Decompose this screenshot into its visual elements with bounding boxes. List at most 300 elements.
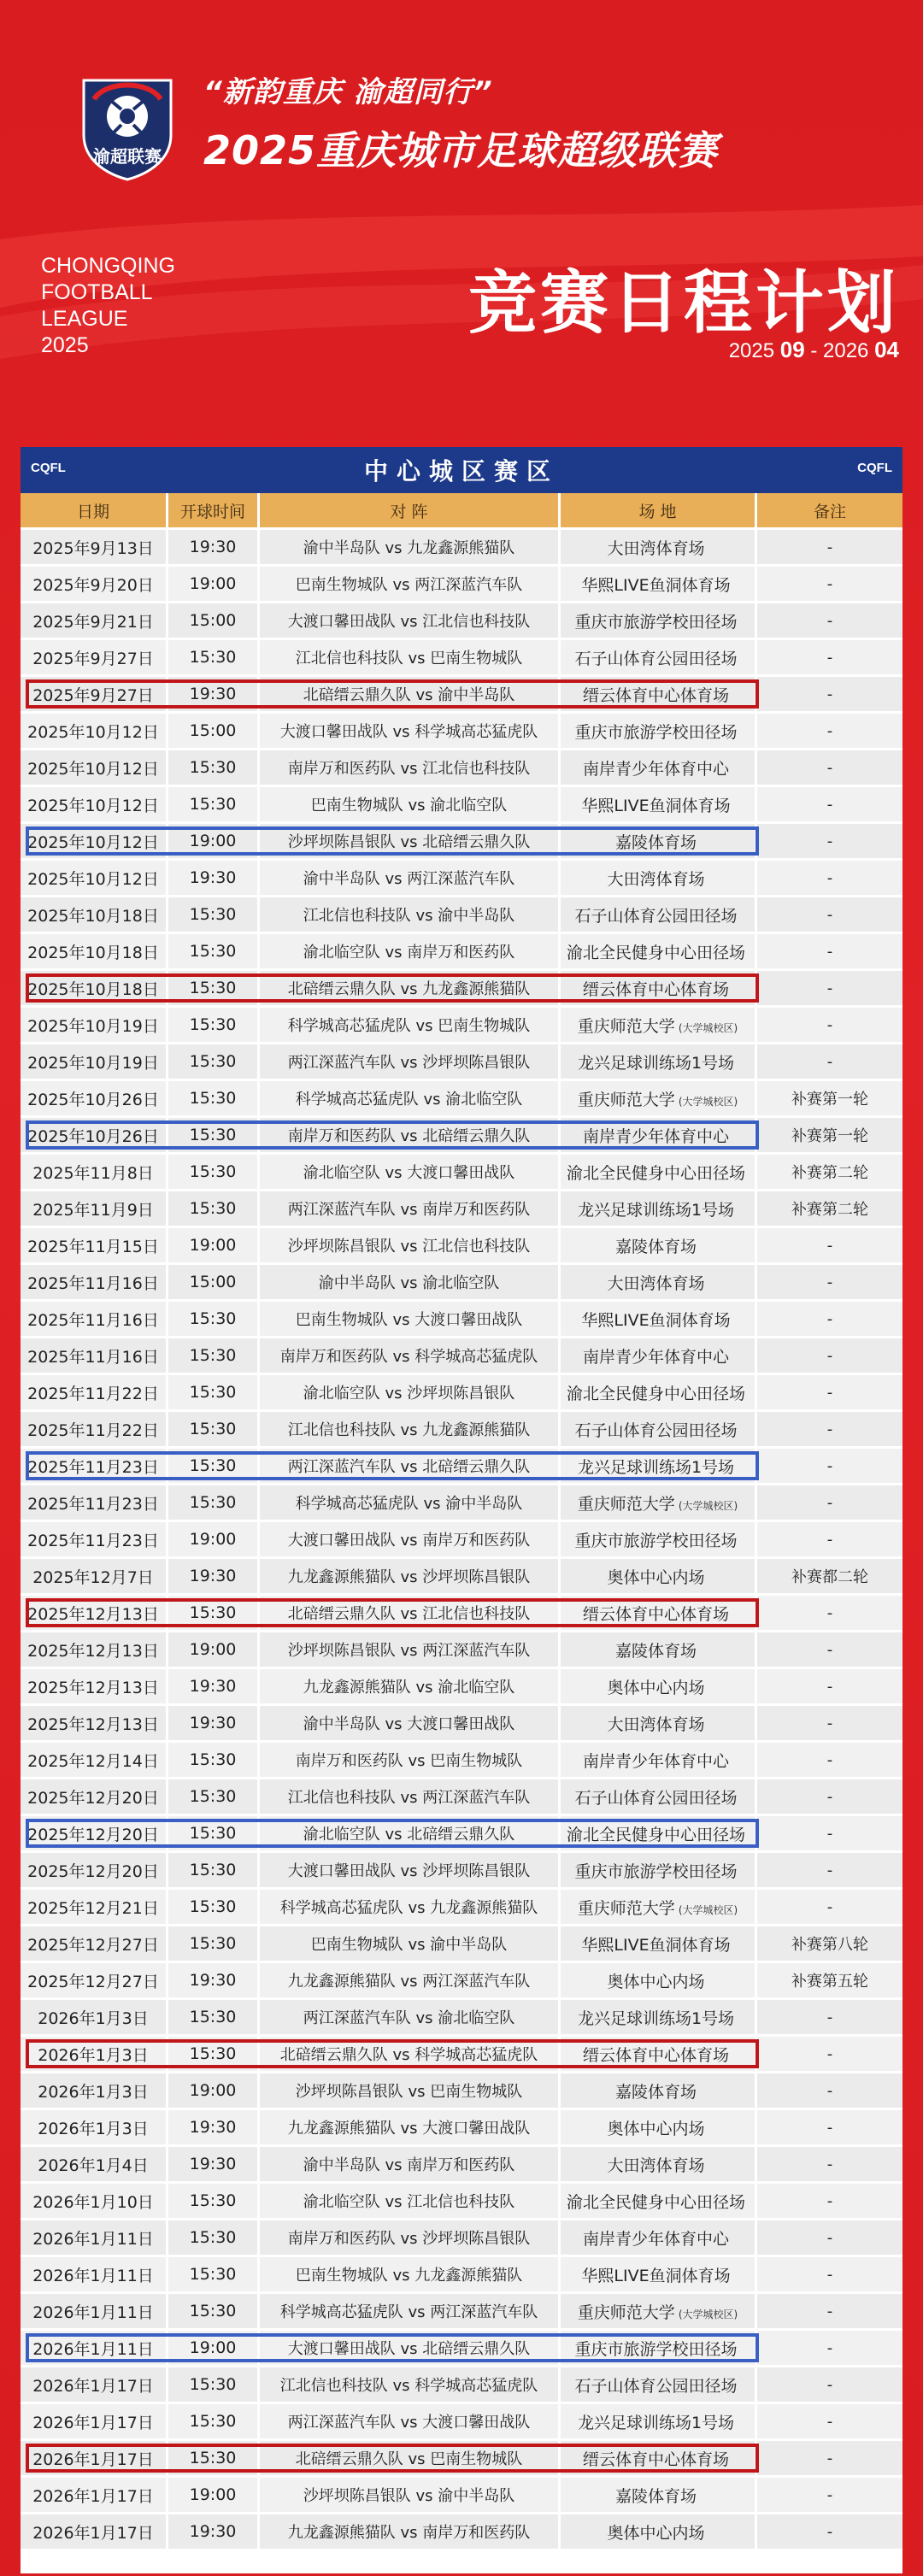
time-cell: 15:30 bbox=[168, 1338, 260, 1375]
venue-cell bbox=[561, 1779, 757, 1816]
match-cell: 渝北临空队 vs 南岸万和医药队 bbox=[260, 934, 561, 971]
time-cell: 15:30 bbox=[168, 1008, 260, 1044]
table-row bbox=[21, 2220, 902, 2257]
match-cell: 北碚缙云鼎久队 vs 江北信也科技队 bbox=[260, 1596, 561, 1632]
venue-name: 龙兴足球训练场1号场 bbox=[577, 2413, 735, 2432]
venue-cell bbox=[561, 1669, 757, 1706]
venue-cell bbox=[561, 1044, 757, 1081]
note-cell: - bbox=[757, 1816, 902, 1853]
venue-name: 石子山体育公园田径场 bbox=[574, 2376, 738, 2396]
venue-cell bbox=[561, 1926, 757, 1963]
date-cell: 2025年11月16日 bbox=[21, 1302, 168, 1338]
venue-name: 渝北全民健身中心田径场 bbox=[566, 1163, 745, 1183]
time-cell: 19:30 bbox=[168, 2147, 260, 2184]
match-cell: 科学城高芯猛虎队 vs 渝中半岛队 bbox=[260, 1485, 561, 1522]
note-cell: 补赛第五轮 bbox=[757, 1963, 902, 2000]
table-row bbox=[21, 1779, 902, 1816]
match-cell: 巴南生物城队 vs 渝中半岛队 bbox=[260, 1926, 561, 1963]
venue-name: 嘉陵体育场 bbox=[614, 832, 697, 852]
venue-name: 渝北全民健身中心田径场 bbox=[566, 1384, 745, 1403]
venue-cell bbox=[561, 1816, 757, 1853]
table-row bbox=[21, 897, 902, 934]
venue-cell bbox=[561, 971, 757, 1008]
match-cell: 九龙鑫源熊猫队 vs 两江深蓝汽车队 bbox=[260, 1963, 561, 2000]
table-row bbox=[21, 2404, 902, 2441]
time-cell: 15:30 bbox=[168, 2184, 260, 2220]
time-cell: 15:30 bbox=[168, 2220, 260, 2257]
time-cell: 15:30 bbox=[168, 2294, 260, 2331]
time-cell: 15:00 bbox=[168, 714, 260, 750]
date-cell: 2025年9月27日 bbox=[21, 640, 168, 677]
venue-name: 龙兴足球训练场1号场 bbox=[577, 2008, 735, 2028]
match-cell: 巴南生物城队 vs 两江深蓝汽车队 bbox=[260, 567, 561, 603]
venue-cell bbox=[561, 1522, 757, 1559]
match-cell: 巴南生物城队 vs 九龙鑫源熊猫队 bbox=[260, 2257, 561, 2294]
note-cell: - bbox=[757, 1522, 902, 1559]
venue-campus: (大学城校区) bbox=[678, 1499, 738, 1512]
date-cell: 2025年10月19日 bbox=[21, 1044, 168, 1081]
venue-name: 渝北全民健身中心田径场 bbox=[566, 2192, 745, 2212]
table-row bbox=[21, 640, 902, 677]
note-cell: 补赛都二轮 bbox=[757, 1559, 902, 1596]
match-cell: 渝北临空队 vs 北碚缙云鼎久队 bbox=[260, 1816, 561, 1853]
note-cell: - bbox=[757, 1890, 902, 1926]
match-cell: 两江深蓝汽车队 vs 大渡口馨田战队 bbox=[260, 2404, 561, 2441]
venue-name: 华熙LIVE鱼洞体育场 bbox=[581, 796, 731, 815]
time-cell: 15:30 bbox=[168, 1853, 260, 1890]
time-cell: 19:00 bbox=[168, 1632, 260, 1669]
venue-cell bbox=[561, 2514, 757, 2551]
venue-cell bbox=[561, 1191, 757, 1228]
match-cell: 沙坪坝陈昌银队 vs 北碚缙云鼎久队 bbox=[260, 824, 561, 861]
venue-cell bbox=[561, 2404, 757, 2441]
table-row bbox=[21, 2331, 902, 2367]
match-cell: 渝北临空队 vs 沙坪坝陈昌银队 bbox=[260, 1375, 561, 1412]
match-cell: 北碚缙云鼎久队 vs 科学城高芯猛虎队 bbox=[260, 2037, 561, 2073]
table-row bbox=[21, 971, 902, 1008]
note-cell: - bbox=[757, 1338, 902, 1375]
corner-label-right: CQFL bbox=[857, 461, 892, 475]
note-cell: - bbox=[757, 2441, 902, 2478]
venue-campus: (大学城校区) bbox=[678, 2308, 738, 2320]
venue-cell bbox=[561, 1706, 757, 1743]
venue-cell bbox=[561, 1375, 757, 1412]
venue-cell bbox=[561, 714, 757, 750]
time-cell: 15:30 bbox=[168, 1743, 260, 1779]
venue-cell bbox=[561, 603, 757, 640]
match-cell: 南岸万和医药队 vs 沙坪坝陈昌银队 bbox=[260, 2220, 561, 2257]
venue-name: 南岸青少年体育中心 bbox=[582, 759, 729, 779]
venue-name: 奥体中心内场 bbox=[607, 1678, 705, 1697]
venue-cell bbox=[561, 1265, 757, 1302]
table-row bbox=[21, 2294, 902, 2331]
venue-name: 缙云体育中心体育场 bbox=[582, 979, 729, 999]
match-cell: 两江深蓝汽车队 vs 沙坪坝陈昌银队 bbox=[260, 1044, 561, 1081]
venue-name: 龙兴足球训练场1号场 bbox=[577, 1200, 735, 1220]
venue-cell bbox=[561, 1081, 757, 1118]
time-cell: 19:30 bbox=[168, 1559, 260, 1596]
venue-cell bbox=[561, 1412, 757, 1449]
venue-cell bbox=[561, 750, 757, 787]
time-cell: 15:30 bbox=[168, 2404, 260, 2441]
note-cell: - bbox=[757, 1706, 902, 1743]
note-cell: - bbox=[757, 1228, 902, 1265]
date-range bbox=[729, 337, 899, 363]
time-cell: 19:30 bbox=[168, 2514, 260, 2551]
time-cell: 15:30 bbox=[168, 1412, 260, 1449]
venue-cell bbox=[561, 2478, 757, 2514]
match-cell: 两江深蓝汽车队 vs 南岸万和医药队 bbox=[260, 1191, 561, 1228]
match-cell: 北碚缙云鼎久队 vs 九龙鑫源熊猫队 bbox=[260, 971, 561, 1008]
date-cell: 2025年10月12日 bbox=[21, 824, 168, 861]
schedule-table bbox=[21, 493, 902, 2551]
time-cell: 15:30 bbox=[168, 2257, 260, 2294]
league-line: 2025 bbox=[41, 333, 89, 357]
table-row bbox=[21, 1596, 902, 1632]
venue-name: 大田湾体育场 bbox=[607, 538, 705, 558]
table-row bbox=[21, 934, 902, 971]
match-cell: 沙坪坝陈昌银队 vs 两江深蓝汽车队 bbox=[260, 1632, 561, 1669]
time-cell: 15:30 bbox=[168, 2367, 260, 2404]
venue-name: 龙兴足球训练场1号场 bbox=[577, 1457, 735, 1477]
time-cell: 15:30 bbox=[168, 1816, 260, 1853]
venue-name: 奥体中心内场 bbox=[607, 1972, 705, 1991]
note-cell: - bbox=[757, 2478, 902, 2514]
note-cell: - bbox=[757, 787, 902, 824]
note-cell: - bbox=[757, 1375, 902, 1412]
venue-name: 龙兴足球训练场1号场 bbox=[577, 1053, 735, 1073]
venue-name: 南岸青少年体育中心 bbox=[582, 2229, 729, 2249]
match-cell: 沙坪坝陈昌银队 vs 江北信也科技队 bbox=[260, 1228, 561, 1265]
note-cell: - bbox=[757, 750, 902, 787]
table-row bbox=[21, 787, 902, 824]
time-cell: 19:00 bbox=[168, 2478, 260, 2514]
match-cell: 南岸万和医药队 vs 巴南生物城队 bbox=[260, 1743, 561, 1779]
match-cell: 大渡口馨田战队 vs 南岸万和医药队 bbox=[260, 1522, 561, 1559]
note-cell: - bbox=[757, 971, 902, 1008]
date-cell: 2025年11月23日 bbox=[21, 1485, 168, 1522]
match-cell: 沙坪坝陈昌银队 vs 巴南生物城队 bbox=[260, 2073, 561, 2110]
date-end-month: 04 bbox=[874, 337, 899, 362]
date-cell: 2025年11月8日 bbox=[21, 1155, 168, 1191]
table-row bbox=[21, 2478, 902, 2514]
table-row bbox=[21, 677, 902, 714]
table-row bbox=[21, 1669, 902, 1706]
date-cell: 2026年1月11日 bbox=[21, 2294, 168, 2331]
venue-name: 重庆市旅游学校田径场 bbox=[574, 2339, 738, 2359]
time-cell: 15:30 bbox=[168, 1302, 260, 1338]
league-line: FOOTBALL bbox=[41, 280, 153, 304]
venue-name: 南岸青少年体育中心 bbox=[582, 1347, 729, 1367]
venue-cell bbox=[561, 2110, 757, 2147]
date-cell: 2025年10月12日 bbox=[21, 787, 168, 824]
match-cell: 江北信也科技队 vs 巴南生物城队 bbox=[260, 640, 561, 677]
slogan: “新韵重庆 渝超同行” bbox=[203, 75, 493, 109]
time-cell: 15:30 bbox=[168, 1081, 260, 1118]
corner-label-left: CQFL bbox=[31, 461, 66, 475]
time-cell: 15:30 bbox=[168, 640, 260, 677]
match-cell: 大渡口馨田战队 vs 北碚缙云鼎久队 bbox=[260, 2331, 561, 2367]
note-cell: - bbox=[757, 1449, 902, 1485]
date-cell: 2025年10月12日 bbox=[21, 750, 168, 787]
table-row bbox=[21, 567, 902, 603]
table-row bbox=[21, 714, 902, 750]
time-cell: 19:00 bbox=[168, 1522, 260, 1559]
note-cell: - bbox=[757, 2000, 902, 2037]
venue-cell bbox=[561, 1853, 757, 1890]
table-row bbox=[21, 1853, 902, 1890]
note-cell: - bbox=[757, 640, 902, 677]
table-row bbox=[21, 1449, 902, 1485]
venue-cell bbox=[561, 1118, 757, 1155]
time-cell: 15:30 bbox=[168, 1485, 260, 1522]
note-cell: - bbox=[757, 2147, 902, 2184]
match-cell: 渝北临空队 vs 大渡口馨田战队 bbox=[260, 1155, 561, 1191]
table-row bbox=[21, 1706, 902, 1743]
match-cell: 科学城高芯猛虎队 vs 两江深蓝汽车队 bbox=[260, 2294, 561, 2331]
table-header-row bbox=[21, 493, 902, 530]
table-row bbox=[21, 1191, 902, 1228]
venue-cell bbox=[561, 1963, 757, 2000]
time-cell: 19:30 bbox=[168, 1669, 260, 1706]
date-cell: 2026年1月17日 bbox=[21, 2404, 168, 2441]
date-separator: - bbox=[804, 339, 824, 362]
note-cell: - bbox=[757, 1302, 902, 1338]
date-cell: 2026年1月3日 bbox=[21, 2110, 168, 2147]
note-cell: - bbox=[757, 1412, 902, 1449]
league-english-name bbox=[41, 253, 175, 359]
note-cell: - bbox=[757, 1669, 902, 1706]
match-cell: 科学城高芯猛虎队 vs 巴南生物城队 bbox=[260, 1008, 561, 1044]
col-header-match: 对 阵 bbox=[260, 493, 561, 530]
date-cell: 2025年9月21日 bbox=[21, 603, 168, 640]
venue-cell bbox=[561, 1338, 757, 1375]
note-cell: - bbox=[757, 1265, 902, 1302]
venue-cell bbox=[561, 861, 757, 897]
venue-cell bbox=[561, 1485, 757, 1522]
venue-name: 奥体中心内场 bbox=[607, 1567, 705, 1587]
date-cell: 2025年12月20日 bbox=[21, 1816, 168, 1853]
table-row bbox=[21, 1118, 902, 1155]
date-start-month: 09 bbox=[779, 337, 805, 362]
venue-name: 大田湾体育场 bbox=[607, 1273, 705, 1293]
table-row bbox=[21, 1155, 902, 1191]
table-row bbox=[21, 2147, 902, 2184]
table-row bbox=[21, 2110, 902, 2147]
venue-name: 石子山体育公园田径场 bbox=[574, 906, 738, 926]
date-cell: 2025年10月18日 bbox=[21, 897, 168, 934]
venue-name: 大田湾体育场 bbox=[607, 869, 705, 889]
venue-name: 重庆师范大学 bbox=[577, 1090, 675, 1109]
note-cell: - bbox=[757, 1008, 902, 1044]
match-cell: 渝中半岛队 vs 大渡口馨田战队 bbox=[260, 1706, 561, 1743]
time-cell: 19:30 bbox=[168, 677, 260, 714]
venue-name: 华熙LIVE鱼洞体育场 bbox=[581, 1935, 731, 1955]
date-start-year: 2025 bbox=[728, 339, 775, 362]
note-cell: - bbox=[757, 2514, 902, 2551]
date-cell: 2025年12月13日 bbox=[21, 1706, 168, 1743]
venue-cell bbox=[561, 677, 757, 714]
venue-cell bbox=[561, 2367, 757, 2404]
note-cell: - bbox=[757, 1596, 902, 1632]
match-cell: 九龙鑫源熊猫队 vs 南岸万和医药队 bbox=[260, 2514, 561, 2551]
venue-name: 嘉陵体育场 bbox=[614, 2486, 697, 2506]
time-cell: 15:30 bbox=[168, 897, 260, 934]
venue-name: 嘉陵体育场 bbox=[614, 1641, 697, 1661]
date-cell: 2025年12月27日 bbox=[21, 1926, 168, 1963]
time-cell: 19:30 bbox=[168, 1963, 260, 2000]
venue-name: 奥体中心内场 bbox=[607, 2523, 705, 2543]
date-cell: 2025年12月21日 bbox=[21, 1890, 168, 1926]
date-cell: 2026年1月11日 bbox=[21, 2331, 168, 2367]
table-row bbox=[21, 1412, 902, 1449]
venue-campus: (大学城校区) bbox=[678, 1903, 738, 1916]
date-cell: 2025年9月20日 bbox=[21, 567, 168, 603]
table-row bbox=[21, 1265, 902, 1302]
match-cell: 两江深蓝汽车队 vs 北碚缙云鼎久队 bbox=[260, 1449, 561, 1485]
date-cell: 2026年1月11日 bbox=[21, 2220, 168, 2257]
venue-cell bbox=[561, 2037, 757, 2073]
date-cell: 2025年10月26日 bbox=[21, 1081, 168, 1118]
venue-name: 南岸青少年体育中心 bbox=[582, 1751, 729, 1771]
venue-name: 大田湾体育场 bbox=[607, 2155, 705, 2175]
match-cell: 巴南生物城队 vs 渝北临空队 bbox=[260, 787, 561, 824]
venue-name: 华熙LIVE鱼洞体育场 bbox=[581, 2266, 731, 2285]
table-row bbox=[21, 1228, 902, 1265]
venue-cell bbox=[561, 2441, 757, 2478]
table-row bbox=[21, 1559, 902, 1596]
date-cell: 2025年12月13日 bbox=[21, 1669, 168, 1706]
match-cell: 九龙鑫源熊猫队 vs 大渡口馨田战队 bbox=[260, 2110, 561, 2147]
time-cell: 15:30 bbox=[168, 934, 260, 971]
date-cell: 2025年11月16日 bbox=[21, 1338, 168, 1375]
table-row bbox=[21, 750, 902, 787]
note-cell: 补赛第一轮 bbox=[757, 1081, 902, 1118]
venue-cell bbox=[561, 1155, 757, 1191]
table-row bbox=[21, 1081, 902, 1118]
league-line: LEAGUE bbox=[41, 307, 128, 331]
note-cell: - bbox=[757, 2110, 902, 2147]
table-row bbox=[21, 1375, 902, 1412]
venue-name: 华熙LIVE鱼洞体育场 bbox=[581, 1310, 731, 1330]
match-cell: 两江深蓝汽车队 vs 渝北临空队 bbox=[260, 2000, 561, 2037]
date-cell: 2025年11月22日 bbox=[21, 1412, 168, 1449]
note-cell: - bbox=[757, 861, 902, 897]
note-cell: 补赛第一轮 bbox=[757, 1118, 902, 1155]
match-cell: 渝中半岛队 vs 两江深蓝汽车队 bbox=[260, 861, 561, 897]
time-cell: 15:30 bbox=[168, 2037, 260, 2073]
note-cell: - bbox=[757, 1485, 902, 1522]
venue-cell bbox=[561, 1228, 757, 1265]
match-cell: 渝中半岛队 vs 九龙鑫源熊猫队 bbox=[260, 530, 561, 567]
date-cell: 2025年10月18日 bbox=[21, 971, 168, 1008]
venue-cell bbox=[561, 2147, 757, 2184]
note-cell: - bbox=[757, 1779, 902, 1816]
time-cell: 15:30 bbox=[168, 1449, 260, 1485]
venue-name: 嘉陵体育场 bbox=[614, 2082, 697, 2102]
note-cell: - bbox=[757, 2331, 902, 2367]
note-cell: - bbox=[757, 824, 902, 861]
venue-cell bbox=[561, 2220, 757, 2257]
zone-header bbox=[21, 447, 902, 493]
venue-cell bbox=[561, 1632, 757, 1669]
venue-name: 重庆师范大学 bbox=[577, 1898, 675, 1918]
poster-header bbox=[0, 0, 923, 444]
venue-name: 重庆师范大学 bbox=[577, 1494, 675, 1514]
date-cell: 2026年1月4日 bbox=[21, 2147, 168, 2184]
time-cell: 19:00 bbox=[168, 2331, 260, 2367]
venue-cell bbox=[561, 1302, 757, 1338]
venue-name: 重庆市旅游学校田径场 bbox=[574, 1531, 738, 1550]
note-cell: - bbox=[757, 603, 902, 640]
note-cell: - bbox=[757, 2073, 902, 2110]
table-row bbox=[21, 1522, 902, 1559]
logo-text: 渝超联赛 bbox=[93, 146, 162, 167]
schedule-rows bbox=[21, 530, 902, 2551]
venue-name: 石子山体育公园田径场 bbox=[574, 1420, 738, 1440]
match-cell: 沙坪坝陈昌银队 vs 渝中半岛队 bbox=[260, 2478, 561, 2514]
table-row bbox=[21, 824, 902, 861]
venue-name: 缙云体育中心体育场 bbox=[582, 1604, 729, 1624]
venue-cell bbox=[561, 1743, 757, 1779]
match-cell: 九龙鑫源熊猫队 vs 渝北临空队 bbox=[260, 1669, 561, 1706]
table-row bbox=[21, 2184, 902, 2220]
venue-cell bbox=[561, 2294, 757, 2331]
date-cell: 2025年11月16日 bbox=[21, 1265, 168, 1302]
date-cell: 2025年12月7日 bbox=[21, 1559, 168, 1596]
schedule-title: 竞赛日程计划 bbox=[468, 263, 899, 343]
time-cell: 15:30 bbox=[168, 1155, 260, 1191]
date-cell: 2025年10月12日 bbox=[21, 861, 168, 897]
time-cell: 15:00 bbox=[168, 603, 260, 640]
note-cell: - bbox=[757, 1743, 902, 1779]
venue-name: 石子山体育公园田径场 bbox=[574, 1788, 738, 1808]
table-row bbox=[21, 530, 902, 567]
time-cell: 15:30 bbox=[168, 1375, 260, 1412]
date-end-year: 2026 bbox=[823, 339, 869, 362]
date-cell: 2026年1月3日 bbox=[21, 2037, 168, 2073]
date-cell: 2026年1月17日 bbox=[21, 2514, 168, 2551]
time-cell: 15:30 bbox=[168, 1926, 260, 1963]
date-cell: 2025年12月14日 bbox=[21, 1743, 168, 1779]
note-cell: - bbox=[757, 2220, 902, 2257]
table-row bbox=[21, 1008, 902, 1044]
note-cell: - bbox=[757, 2257, 902, 2294]
time-cell: 19:30 bbox=[168, 530, 260, 567]
venue-name: 缙云体育中心体育场 bbox=[582, 2450, 729, 2469]
table-row bbox=[21, 1926, 902, 1963]
table-row bbox=[21, 2514, 902, 2551]
date-cell: 2025年10月26日 bbox=[21, 1118, 168, 1155]
table-row bbox=[21, 2037, 902, 2073]
match-cell: 九龙鑫源熊猫队 vs 沙坪坝陈昌银队 bbox=[260, 1559, 561, 1596]
time-cell: 15:00 bbox=[168, 1265, 260, 1302]
time-cell: 19:00 bbox=[168, 824, 260, 861]
venue-cell bbox=[561, 1449, 757, 1485]
match-cell: 北碚缙云鼎久队 vs 渝中半岛队 bbox=[260, 677, 561, 714]
note-cell: 补赛第八轮 bbox=[757, 1926, 902, 1963]
venue-cell bbox=[561, 2331, 757, 2367]
venue-cell bbox=[561, 1008, 757, 1044]
date-cell: 2025年12月20日 bbox=[21, 1853, 168, 1890]
time-cell: 15:30 bbox=[168, 1191, 260, 1228]
note-cell: - bbox=[757, 2037, 902, 2073]
venue-cell bbox=[561, 2000, 757, 2037]
venue-campus: (大学城校区) bbox=[678, 1095, 738, 1108]
date-cell: 2025年12月13日 bbox=[21, 1596, 168, 1632]
date-cell: 2025年11月22日 bbox=[21, 1375, 168, 1412]
note-cell: - bbox=[757, 1632, 902, 1669]
